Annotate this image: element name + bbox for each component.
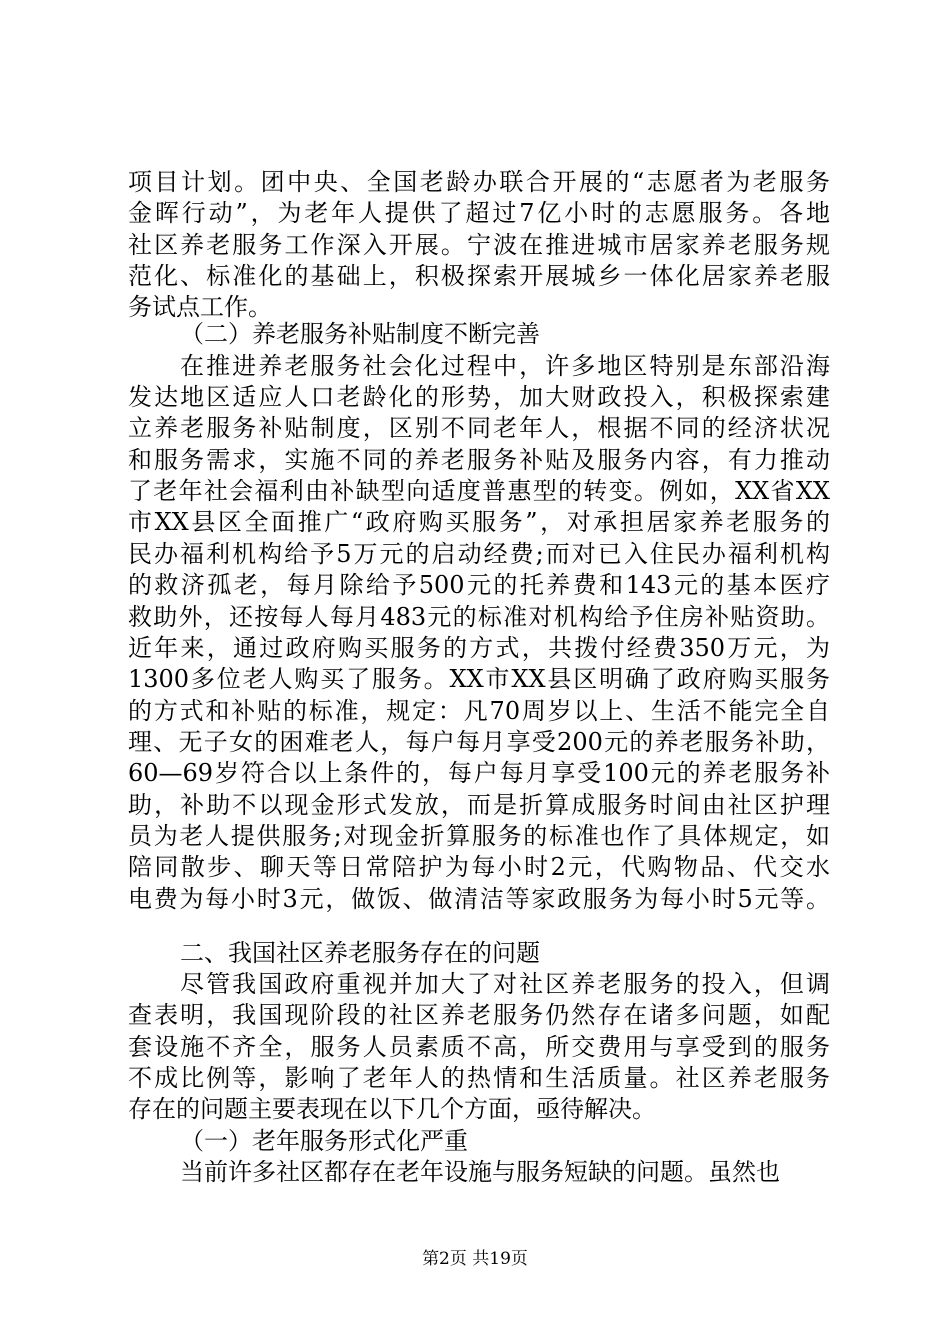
text-line: 了老年社会福利由补缺型向适度普惠型的转变。例如，XX省XX bbox=[128, 477, 830, 505]
text-line: 社区养老服务工作深入开展。宁波在推进城市居家养老服务规 bbox=[128, 231, 830, 259]
text-line: 救助外，还按每人每月483元的标准对机构给予住房补贴资助。 bbox=[128, 603, 830, 631]
text-line: 陪同散步、聊天等日常陪护为每小时2元，代购物品、代交水 bbox=[128, 853, 830, 881]
text-line: 务试点工作。 bbox=[128, 293, 272, 321]
text-line: 存在的问题主要表现在以下几个方面，亟待解决。 bbox=[128, 1095, 656, 1123]
text-line: 当前许多社区都存在老年设施与服务短缺的问题。虽然也 bbox=[180, 1158, 780, 1186]
text-line: 查表明，我国现阶段的社区养老服务仍然存在诸多问题，如配 bbox=[128, 1001, 830, 1029]
text-line: 近年来，通过政府购买服务的方式，共拨付经费350万元，为 bbox=[128, 634, 830, 662]
text-line: 的方式和补贴的标准，规定：凡70周岁以上、生活不能完全自 bbox=[128, 697, 830, 725]
text-line: 项目计划。团中央、全国老龄办联合开展的“志愿者为老服务 bbox=[128, 168, 830, 196]
text-line: 套设施不齐全，服务人员素质不高，所交费用与享受到的服务 bbox=[128, 1033, 830, 1061]
section-heading: （一）老年服务形式化严重 bbox=[180, 1127, 468, 1155]
text-line: 民办福利机构给予5万元的启动经费;而对已入住民办福利机构 bbox=[128, 540, 830, 568]
text-line: 的救济孤老，每月除给予500元的托养费和143元的基本医疗 bbox=[128, 571, 830, 599]
section-heading: （二）养老服务补贴制度不断完善 bbox=[180, 320, 540, 348]
text-line: 立养老服务补贴制度，区别不同老年人，根据不同的经济状况 bbox=[128, 414, 830, 442]
text-line: 理、无子女的困难老人，每户每月享受200元的养老服务补助， bbox=[128, 728, 830, 756]
section-heading: 二、我国社区养老服务存在的问题 bbox=[180, 939, 540, 967]
text-line: 和服务需求，实施不同的养老服务补贴及服务内容，有力推动 bbox=[128, 446, 830, 474]
text-line: 不成比例等，影响了老年人的热情和生活质量。社区养老服务 bbox=[128, 1064, 830, 1092]
text-line: 60—69岁符合以上条件的，每户每月享受100元的养老服务补 bbox=[128, 759, 830, 787]
text-line: 助，补助不以现金形式发放，而是折算成服务时间由社区护理 bbox=[128, 791, 830, 819]
text-line: 在推进养老服务社会化过程中，许多地区特别是东部沿海 bbox=[180, 352, 830, 380]
page-footer: 第2页 共19页 bbox=[422, 1249, 528, 1269]
text-line: 发达地区适应人口老龄化的形势，加大财政投入，积极探索建 bbox=[128, 383, 830, 411]
text-line: 电费为每小时3元，做饭、做清洁等家政服务为每小时5元等。 bbox=[128, 885, 830, 913]
text-line: 尽管我国政府重视并加大了对社区养老服务的投入，但调 bbox=[180, 970, 830, 998]
text-line: 范化、标准化的基础上，积极探索开展城乡一体化居家养老服 bbox=[128, 262, 830, 290]
text-line: 金晖行动”，为老年人提供了超过7亿小时的志愿服务。各地 bbox=[128, 199, 830, 227]
text-line: 1300多位老人购买了服务。XX市XX县区明确了政府购买服务 bbox=[128, 665, 830, 693]
text-line: 市XX县区全面推广“政府购买服务”，对承担居家养老服务的 bbox=[128, 508, 830, 536]
text-line: 员为老人提供服务;对现金折算服务的标准也作了具体规定，如 bbox=[128, 822, 830, 850]
